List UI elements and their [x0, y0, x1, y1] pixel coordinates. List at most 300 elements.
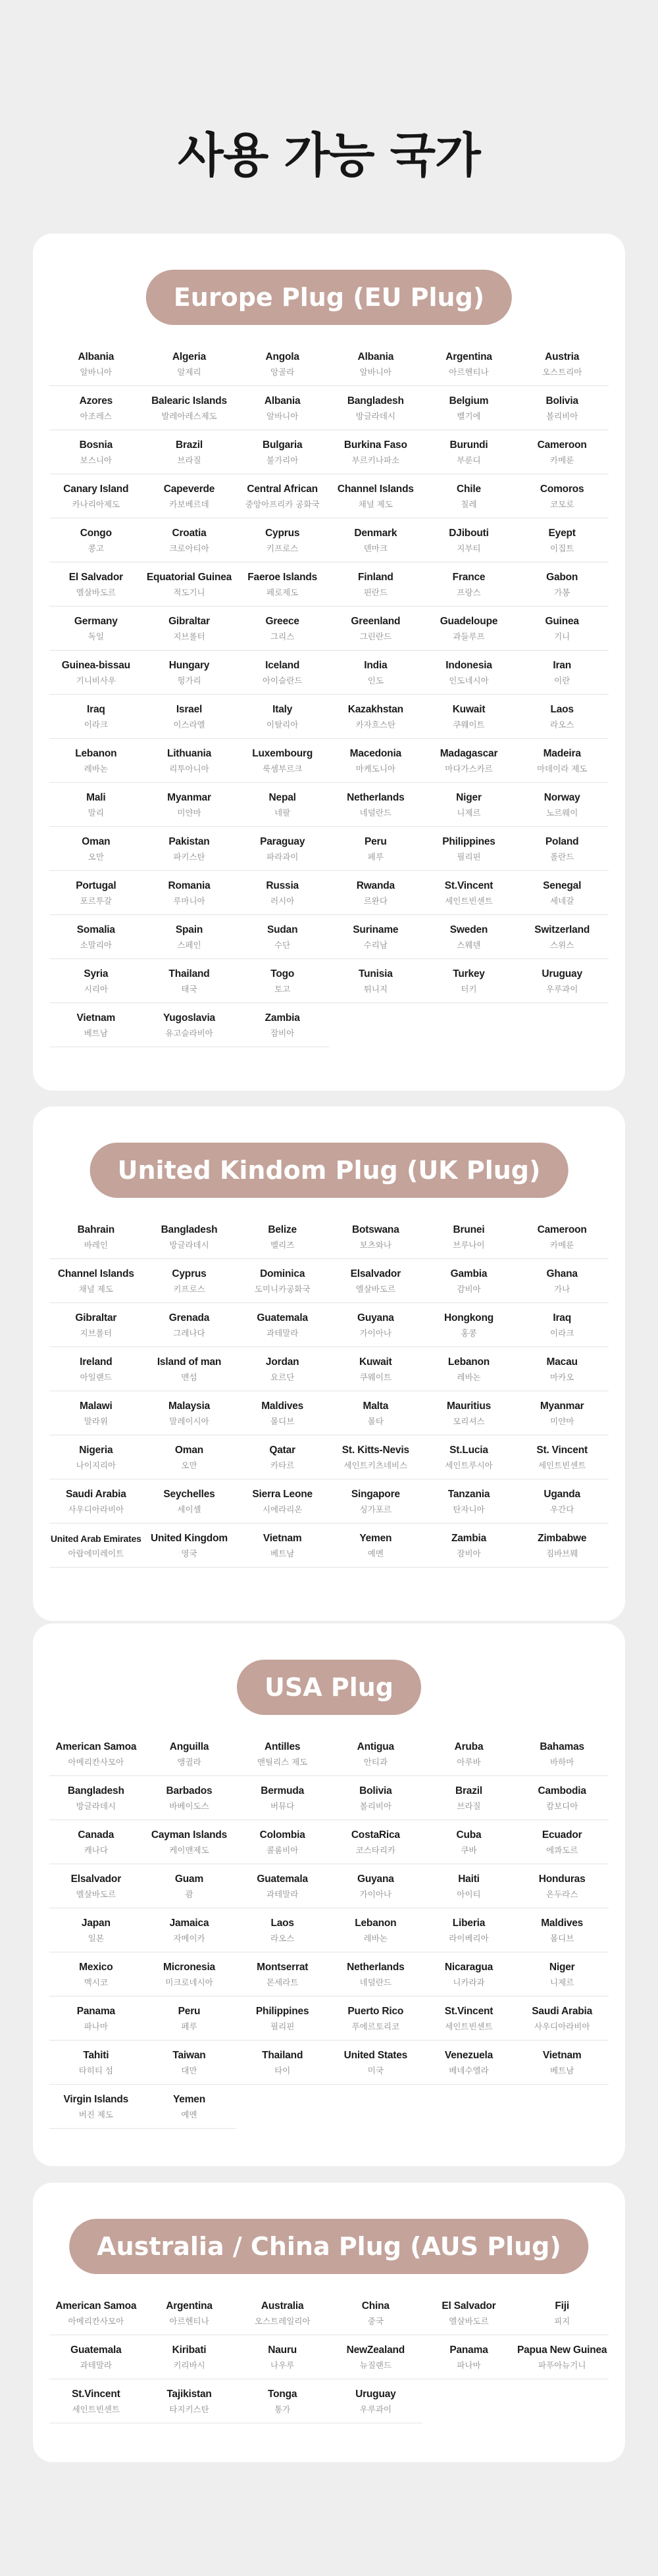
country-name-en: Guatemala — [257, 1873, 308, 1885]
country-item — [329, 959, 422, 1003]
country-name-en: Elsalvador — [70, 1873, 122, 1885]
country-item — [143, 739, 236, 783]
country-name-en: Botswana — [352, 1224, 399, 1235]
country-item — [143, 1996, 236, 2041]
country-name-en: Austria — [545, 351, 580, 362]
country-item — [236, 2291, 329, 2335]
country-name-en: Macau — [546, 1356, 578, 1368]
country-name-en: Greece — [265, 615, 299, 627]
country-name-en: Bangladesh — [161, 1224, 218, 1235]
country-item — [49, 1259, 143, 1303]
country-item — [422, 474, 516, 518]
country-name-ko: 카나리아제도 — [72, 499, 120, 509]
country-item — [422, 1908, 516, 1952]
country-name-ko: 카자흐스탄 — [355, 719, 396, 730]
country-name-ko: 니카라과 — [453, 1977, 485, 1987]
country-item — [515, 2335, 609, 2379]
country-name-ko: 아루바 — [457, 1756, 481, 1767]
country-name-ko: 지부티 — [457, 543, 481, 553]
country-name-en: Spain — [175, 924, 203, 935]
country-name-en: Balearic Islands — [151, 395, 227, 407]
country-name-ko: 카메룬 — [550, 455, 574, 465]
country-name-en: Bahamas — [540, 1741, 584, 1752]
section-title-pill: Australia / China Plug (AUS Plug) — [69, 2219, 588, 2274]
country-name-en: Vietnam — [76, 1012, 116, 1024]
country-name-en: France — [452, 571, 486, 583]
country-name-en: Netherlands — [347, 1961, 405, 1973]
country-name-ko: 방글라데시 — [169, 1239, 209, 1250]
country-name-ko: 레바논 — [363, 1933, 388, 1943]
country-name-ko: 아이슬란드 — [262, 675, 303, 685]
country-name-en: Iraq — [553, 1312, 571, 1324]
country-name-ko: 아일랜드 — [80, 1372, 112, 1382]
country-name-ko: 마다가스카르 — [445, 763, 493, 774]
country-name-en: Belize — [268, 1224, 297, 1235]
country-name-ko: 기니비사우 — [76, 675, 116, 685]
country-item — [236, 1908, 329, 1952]
country-item — [422, 871, 516, 915]
country-item — [329, 1259, 422, 1303]
country-name-ko: 지브롤터 — [80, 1327, 112, 1338]
country-name-en: Panama — [449, 2344, 488, 2356]
country-name-ko: 시에라리온 — [262, 1504, 303, 1514]
country-item — [236, 1259, 329, 1303]
country-item — [515, 386, 609, 430]
country-name-en: El Salvador — [68, 571, 123, 583]
country-name-en: Tonga — [267, 2388, 297, 2400]
country-name-en: Myanmar — [540, 1400, 584, 1412]
country-item — [143, 1003, 236, 1047]
country-name-en: Bangladesh — [347, 395, 404, 407]
country-name-ko: 키프로스 — [266, 543, 299, 553]
country-item — [143, 695, 236, 739]
country-name-en: DJibouti — [449, 527, 489, 539]
country-name-en: Montserrat — [257, 1961, 309, 1973]
country-item — [49, 2335, 143, 2379]
country-name-en: Jordan — [265, 1356, 299, 1368]
country-name-ko: 말레이시아 — [169, 1416, 209, 1426]
country-item — [422, 1347, 516, 1391]
country-name-en: Puerto Rico — [347, 2005, 404, 2017]
country-item — [236, 2335, 329, 2379]
country-name-en: CostaRica — [351, 1829, 400, 1841]
country-item — [49, 1996, 143, 2041]
country-item — [515, 1820, 609, 1864]
country-item — [329, 2335, 422, 2379]
country-name-en: India — [364, 659, 388, 671]
country-name-ko: 페로제도 — [266, 587, 299, 597]
country-name-en: Kuwait — [452, 703, 486, 715]
country-name-ko: 아랍에미레이트 — [68, 1548, 124, 1558]
country-name-en: Iraq — [87, 703, 105, 715]
country-name-ko: 루마니아 — [173, 895, 205, 906]
country-item — [236, 651, 329, 695]
country-item — [422, 1820, 516, 1864]
country-name-en: St.Vincent — [444, 2005, 494, 2017]
country-item — [422, 959, 516, 1003]
country-name-en: Congo — [80, 527, 112, 539]
country-name-en: Qatar — [269, 1444, 295, 1456]
country-name-en: Bangladesh — [67, 1785, 124, 1796]
country-name-ko: 보스니아 — [80, 455, 112, 465]
country-item — [236, 1003, 329, 1047]
country-name-en: United Kingdom — [151, 1532, 228, 1544]
country-name-en: Island of man — [157, 1356, 222, 1368]
country-name-en: St. Kitts-Nevis — [342, 1444, 409, 1456]
country-item — [236, 1996, 329, 2041]
country-item — [49, 2041, 143, 2085]
country-name-ko: 불가리아 — [266, 455, 299, 465]
country-name-ko: 몰디브 — [270, 1416, 295, 1426]
country-name-en: Comoros — [540, 483, 584, 495]
country-item — [49, 342, 143, 386]
country-item — [422, 1996, 516, 2041]
country-name-ko: 짐바브웨 — [546, 1548, 578, 1558]
country-item — [143, 2041, 236, 2085]
country-name-en: Haiti — [458, 1873, 480, 1885]
country-name-en: Switzerland — [534, 924, 590, 935]
country-item — [143, 1864, 236, 1908]
country-item — [143, 827, 236, 871]
country-item — [236, 1776, 329, 1820]
country-item — [236, 386, 329, 430]
country-item — [329, 783, 422, 827]
country-name-ko: 엘살바도르 — [76, 587, 116, 597]
country-name-en: Japan — [81, 1917, 111, 1929]
country-name-ko: 마케도니아 — [355, 763, 396, 774]
country-name-ko: 이란 — [554, 675, 570, 685]
country-item — [515, 1479, 609, 1523]
country-name-en: Brunei — [453, 1224, 485, 1235]
country-item — [49, 871, 143, 915]
country-name-en: Gambia — [450, 1268, 488, 1279]
country-name-en: Bolivia — [359, 1785, 392, 1796]
country-name-en: Cameroon — [537, 1224, 587, 1235]
country-name-ko: 우루과이 — [359, 2404, 392, 2414]
country-item — [143, 518, 236, 562]
country-name-ko: 크로아티아 — [169, 543, 209, 553]
country-name-ko: 마카오 — [550, 1372, 574, 1382]
country-item — [329, 1732, 422, 1776]
country-item — [143, 342, 236, 386]
country-name-en: Yemen — [359, 1532, 392, 1544]
country-name-en: Peru — [364, 835, 387, 847]
country-item — [49, 1391, 143, 1435]
country-item — [329, 1347, 422, 1391]
country-name-ko: 자메이카 — [173, 1933, 205, 1943]
country-name-en: Antilles — [264, 1741, 301, 1752]
country-item — [515, 1303, 609, 1347]
country-name-en: Laos — [270, 1917, 294, 1929]
country-item — [329, 562, 422, 607]
country-name-en: Cyprus — [172, 1268, 207, 1279]
country-item — [422, 607, 516, 651]
country-item — [143, 1259, 236, 1303]
country-item — [422, 827, 516, 871]
country-name-en: NewZealand — [346, 2344, 405, 2356]
country-item — [143, 1908, 236, 1952]
country-name-en: Uganda — [544, 1488, 580, 1500]
country-name-ko: 시리아 — [84, 983, 108, 994]
country-name-ko: 캄보디아 — [546, 1800, 578, 1811]
country-name-ko: 세인트키츠네비스 — [343, 1460, 408, 1470]
country-item — [515, 1776, 609, 1820]
country-name-ko: 이스라엘 — [173, 719, 205, 730]
country-item — [236, 474, 329, 518]
country-name-en: Hungary — [168, 659, 210, 671]
country-name-en: Turkey — [453, 968, 485, 979]
country-item — [515, 474, 609, 518]
country-name-ko: 가나 — [554, 1283, 570, 1294]
country-item — [49, 783, 143, 827]
country-item — [515, 1215, 609, 1259]
country-name-ko: 스위스 — [550, 939, 574, 950]
country-name-en: Zimbabwe — [538, 1532, 587, 1544]
country-item — [236, 1732, 329, 1776]
country-name-ko: 프랑스 — [457, 587, 481, 597]
country-item — [422, 430, 516, 474]
country-name-ko: 토고 — [274, 983, 291, 994]
country-name-en: Croatia — [172, 527, 207, 539]
country-name-en: Guam — [174, 1873, 204, 1885]
country-name-en: St. Vincent — [536, 1444, 588, 1456]
country-name-ko: 쿠웨이트 — [359, 1372, 392, 1382]
country-name-ko: 파라과이 — [266, 851, 299, 862]
country-name-ko: 과테말라 — [266, 1327, 299, 1338]
country-name-ko: 우루과이 — [546, 983, 578, 994]
country-item — [143, 871, 236, 915]
country-name-ko: 룩셈부르크 — [262, 763, 303, 774]
country-item — [236, 1391, 329, 1435]
country-name-ko: 아르헨티나 — [449, 366, 489, 377]
country-grid — [49, 2291, 609, 2423]
country-item — [329, 1435, 422, 1479]
country-item — [49, 915, 143, 959]
country-name-ko: 예멘 — [181, 2109, 197, 2119]
country-name-en: Luxembourg — [252, 747, 313, 759]
country-name-en: American Samoa — [55, 1741, 137, 1752]
country-name-ko: 리투아니아 — [169, 763, 209, 774]
country-name-en: Equatorial Guinea — [146, 571, 232, 583]
country-name-ko: 아이티 — [457, 1889, 481, 1899]
country-name-en: Myanmar — [167, 791, 211, 803]
country-name-en: Guatemala — [70, 2344, 122, 2356]
page-title: 사용 가능 국가 — [178, 128, 480, 183]
country-item — [236, 607, 329, 651]
country-name-en: United States — [343, 2049, 408, 2061]
country-item — [422, 1523, 516, 1568]
country-name-ko: 미얀마 — [550, 1416, 574, 1426]
country-item — [422, 2291, 516, 2335]
country-name-ko: 세인트빈센트 — [538, 1460, 586, 1470]
country-item — [422, 1864, 516, 1908]
country-name-en: Argentina — [166, 2300, 213, 2312]
country-name-en: Papua New Guinea — [517, 2344, 607, 2356]
country-item — [236, 562, 329, 607]
country-item — [515, 871, 609, 915]
country-item — [515, 915, 609, 959]
country-item — [422, 1435, 516, 1479]
country-item — [49, 562, 143, 607]
country-name-ko: 엘살바도르 — [355, 1283, 396, 1294]
country-name-en: Lithuania — [166, 747, 212, 759]
country-name-en: Chile — [457, 483, 481, 495]
country-name-en: Tahiti — [83, 2049, 109, 2061]
country-item — [515, 827, 609, 871]
country-name-ko: 모리셔스 — [453, 1416, 485, 1426]
country-item — [143, 1776, 236, 1820]
country-name-ko: 가봉 — [554, 587, 570, 597]
country-name-ko: 멕시코 — [84, 1977, 108, 1987]
country-item — [143, 562, 236, 607]
country-name-en: Canary Island — [63, 483, 129, 495]
country-name-en: Singapore — [351, 1488, 400, 1500]
country-name-ko: 아메리칸사모아 — [68, 1756, 124, 1767]
country-name-ko: 에콰도르 — [546, 1845, 578, 1855]
country-name-ko: 알제리 — [177, 366, 201, 377]
country-name-ko: 콩고 — [88, 543, 104, 553]
country-name-ko: 라오스 — [270, 1933, 295, 1943]
country-name-ko: 미크로네시아 — [165, 1977, 213, 1987]
country-item — [422, 1776, 516, 1820]
country-item — [236, 1435, 329, 1479]
country-name-en: Virgin Islands — [63, 2093, 129, 2105]
country-item — [422, 739, 516, 783]
country-name-ko: 괌 — [185, 1889, 193, 1899]
country-item — [515, 739, 609, 783]
country-name-ko: 레바논 — [84, 763, 108, 774]
country-name-en: Guyana — [357, 1312, 394, 1324]
country-name-ko: 우간다 — [550, 1504, 574, 1514]
country-name-ko: 맨섬 — [181, 1372, 197, 1382]
country-item — [329, 2291, 422, 2335]
country-name-ko: 이집트 — [550, 543, 574, 553]
country-item — [515, 1435, 609, 1479]
country-name-ko: 태국 — [181, 983, 197, 994]
country-item — [143, 1391, 236, 1435]
country-name-en: Guinea — [545, 615, 579, 627]
country-name-ko: 버뮤다 — [270, 1800, 295, 1811]
country-item — [143, 915, 236, 959]
country-name-en: Madeira — [543, 747, 581, 759]
country-name-en: Kazakhstan — [347, 703, 403, 715]
country-name-en: Germany — [74, 615, 118, 627]
country-item — [236, 430, 329, 474]
country-name-en: Yemen — [173, 2093, 205, 2105]
country-name-ko: 스웨덴 — [457, 939, 481, 950]
country-name-ko: 파나마 — [457, 2360, 481, 2370]
country-name-en: Laos — [550, 703, 574, 715]
country-name-ko: 노르웨이 — [546, 807, 578, 818]
country-name-en: Bosnia — [79, 439, 113, 451]
country-name-en: Oman — [174, 1444, 204, 1456]
country-item — [49, 739, 143, 783]
country-item — [236, 1215, 329, 1259]
country-name-en: Antigua — [357, 1741, 394, 1752]
country-name-en: Panama — [76, 2005, 115, 2017]
country-item — [329, 871, 422, 915]
country-item — [143, 1732, 236, 1776]
country-item — [422, 518, 516, 562]
country-name-en: Canada — [78, 1829, 114, 1841]
country-item — [236, 783, 329, 827]
country-name-en: Madagascar — [440, 747, 498, 759]
country-name-ko: 파키스탄 — [173, 851, 205, 862]
country-name-ko: 아르헨티나 — [169, 2316, 209, 2326]
country-name-ko: 바베이도스 — [169, 1800, 209, 1811]
country-name-en: Russia — [266, 879, 299, 891]
country-name-ko: 터키 — [461, 983, 477, 994]
country-name-ko: 예멘 — [367, 1548, 384, 1558]
country-name-en: Iran — [553, 659, 571, 671]
country-item — [236, 1303, 329, 1347]
country-name-ko: 부르키나파소 — [351, 455, 400, 465]
country-item — [329, 1215, 422, 1259]
country-name-ko: 케이맨제도 — [169, 1845, 209, 1855]
country-name-en: Italy — [272, 703, 293, 715]
country-item — [236, 871, 329, 915]
country-name-en: Sweden — [449, 924, 488, 935]
country-item — [422, 651, 516, 695]
country-name-en: St.Vincent — [444, 879, 494, 891]
country-name-en: Finland — [357, 571, 393, 583]
country-name-en: Mexico — [79, 1961, 113, 1973]
country-item — [236, 1820, 329, 1864]
country-name-en: Rwanda — [356, 879, 395, 891]
country-name-en: Venezuela — [444, 2049, 494, 2061]
country-name-en: Maldives — [261, 1400, 304, 1412]
country-name-ko: 벨리즈 — [270, 1239, 295, 1250]
country-name-ko: 나우루 — [270, 2360, 295, 2370]
country-item — [515, 1996, 609, 2041]
country-name-ko: 온두라스 — [546, 1889, 578, 1899]
country-name-ko: 캐나다 — [84, 1845, 108, 1855]
country-name-ko: 싱가포르 — [359, 1504, 392, 1514]
country-name-ko: 엘살바도르 — [449, 2316, 489, 2326]
country-name-ko: 가이아나 — [359, 1889, 392, 1899]
country-name-en: Nigeria — [79, 1444, 113, 1456]
country-name-en: Burkina Faso — [343, 439, 407, 451]
country-name-ko: 러시아 — [270, 895, 295, 906]
country-name-ko: 베트남 — [84, 1028, 108, 1038]
country-name-en: Zambia — [451, 1532, 487, 1544]
country-name-ko: 니제르 — [457, 807, 481, 818]
country-item — [329, 2379, 422, 2423]
country-name-ko: 코스타리카 — [355, 1845, 396, 1855]
country-item — [143, 651, 236, 695]
country-name-ko: 중앙아프리카 공화국 — [245, 499, 320, 509]
country-name-en: Israel — [176, 703, 203, 715]
country-item — [515, 695, 609, 739]
country-name-ko: 앵귈라 — [177, 1756, 201, 1767]
country-item — [143, 430, 236, 474]
country-name-en: Guatemala — [257, 1312, 308, 1324]
country-name-ko: 통가 — [274, 2404, 291, 2414]
country-name-en: Niger — [456, 791, 482, 803]
country-name-en: Honduras — [538, 1873, 586, 1885]
country-name-ko: 몰타 — [367, 1416, 384, 1426]
country-name-ko: 지브롤터 — [173, 631, 205, 641]
country-item — [49, 518, 143, 562]
country-item — [49, 607, 143, 651]
country-item — [422, 562, 516, 607]
country-name-en: Philippines — [442, 835, 495, 847]
country-name-ko: 인도 — [367, 675, 384, 685]
country-item — [422, 1952, 516, 1996]
country-name-ko: 네덜란드 — [359, 807, 392, 818]
country-name-en: Indonesia — [445, 659, 492, 671]
country-name-ko: 대만 — [181, 2065, 197, 2075]
